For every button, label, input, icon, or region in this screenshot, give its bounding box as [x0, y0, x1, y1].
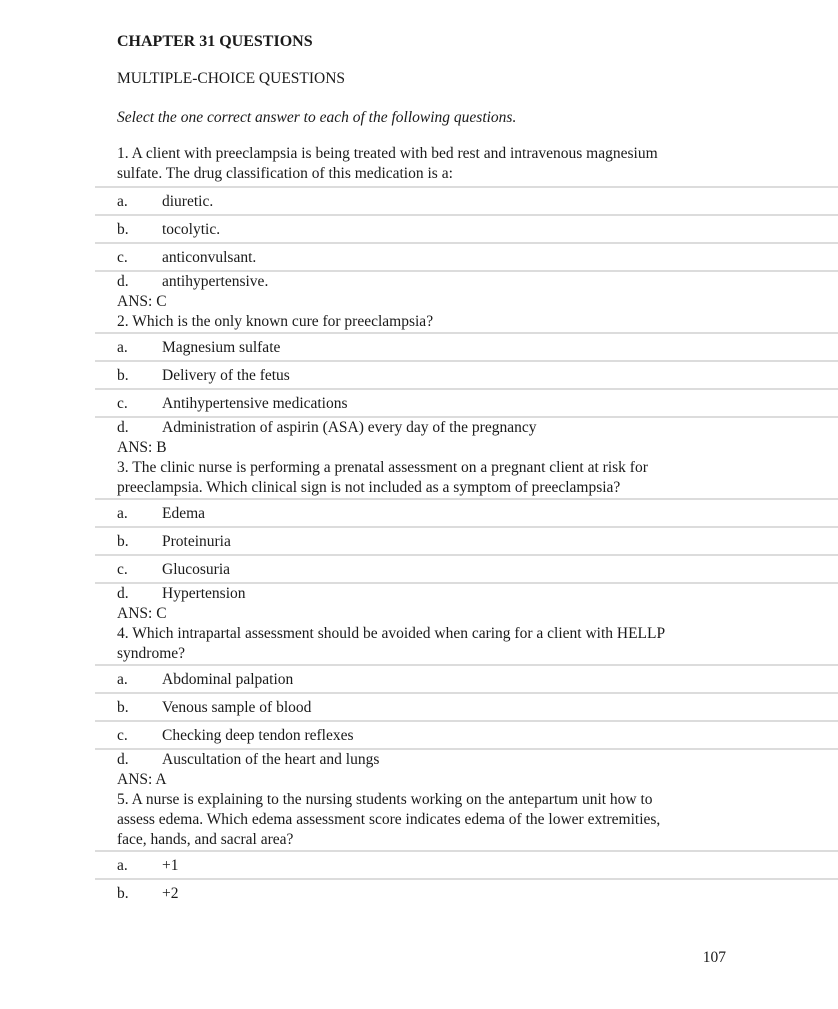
option-label: d. [117, 585, 129, 602]
option-label: c. [117, 727, 128, 744]
option-label: d. [117, 751, 129, 768]
table-row [95, 500, 838, 528]
page-number: 107 [702, 949, 726, 966]
question-line: 2. Which is the only known cure for preeclampsia? [117, 313, 434, 330]
chapter-title: CHAPTER 31 QUESTIONS [117, 33, 313, 50]
option-text: Antihypertensive medications [162, 395, 348, 412]
table-row [95, 852, 838, 880]
page-header [117, 0, 838, 128]
option-text: +2 [162, 885, 179, 902]
table-row [95, 362, 838, 390]
option-line [117, 750, 838, 770]
answer-line: ANS: C [117, 293, 167, 310]
option-line [117, 394, 838, 414]
option-label: c. [117, 249, 128, 266]
table-row [95, 334, 838, 362]
option-text: anticonvulsant. [162, 249, 257, 266]
option-text: Abdominal palpation [162, 671, 294, 688]
option-text: Delivery of the fetus [162, 367, 290, 384]
option-line [117, 338, 838, 358]
instruction-text: Select the one correct answer to each of the following questions. [117, 109, 517, 126]
question-line: preeclampsia. Which clinical sign is not included as a symptom of preeclampsia? [117, 479, 621, 496]
question-line: face, hands, and sacral area? [117, 831, 294, 848]
questions-table [95, 144, 838, 906]
option-label: b. [117, 885, 129, 902]
table-row [95, 584, 838, 666]
option-text: Magnesium sulfate [162, 339, 281, 356]
option-text: tocolytic. [162, 221, 221, 238]
table-row [95, 750, 838, 852]
answer-line: ANS: B [117, 439, 167, 456]
option-line [117, 418, 838, 438]
option-line [117, 532, 838, 552]
option-label: c. [117, 561, 128, 578]
table-row [95, 666, 838, 694]
option-label: d. [117, 273, 129, 290]
option-label: c. [117, 395, 128, 412]
option-line [117, 560, 838, 580]
question-line: assess edema. Which edema assessment score indicates edema of the lower extremities, [117, 811, 661, 828]
option-label: a. [117, 505, 128, 522]
question-line: 3. The clinic nurse is performing a prenatal assessment on a pregnant client at risk for [117, 459, 648, 476]
option-label: b. [117, 699, 129, 716]
option-text: +1 [162, 857, 179, 874]
option-line [117, 670, 838, 690]
option-text: Venous sample of blood [162, 699, 312, 716]
question-line: 1. A client with preeclampsia is being treated with bed rest and intravenous magnesium [117, 145, 658, 162]
table-row [95, 694, 838, 722]
option-label: b. [117, 221, 129, 238]
option-label: b. [117, 367, 129, 384]
option-line [117, 584, 838, 604]
answer-line: ANS: A [117, 771, 167, 788]
option-line [117, 248, 838, 268]
table-row [95, 722, 838, 750]
option-label: a. [117, 857, 128, 874]
table-row [95, 272, 838, 334]
option-line [117, 504, 838, 524]
question-line: sulfate. The drug classification of this medication is a: [117, 165, 453, 182]
table-row [95, 216, 838, 244]
option-line [117, 856, 838, 876]
option-line [117, 726, 838, 746]
table-row [95, 418, 838, 500]
option-text: Hypertension [162, 585, 246, 602]
option-line [117, 698, 838, 718]
table-row [95, 528, 838, 556]
option-label: a. [117, 193, 128, 210]
option-text: Checking deep tendon reflexes [162, 727, 354, 744]
option-label: a. [117, 339, 128, 356]
option-line [117, 366, 838, 386]
option-line [117, 192, 838, 212]
table-row [95, 144, 838, 188]
option-text: Edema [162, 505, 206, 522]
option-line [117, 272, 838, 292]
question-line: syndrome? [117, 645, 186, 662]
table-row [95, 556, 838, 584]
table-row [95, 188, 838, 216]
option-text: Glucosuria [162, 561, 231, 578]
answer-line: ANS: C [117, 605, 167, 622]
option-label: d. [117, 419, 129, 436]
option-text: Administration of aspirin (ASA) every day of the pregnancy [162, 419, 537, 436]
option-label: b. [117, 533, 129, 550]
table-row [95, 244, 838, 272]
option-line [117, 220, 838, 240]
option-line [117, 884, 838, 904]
question-line: 5. A nurse is explaining to the nursing students working on the antepartum unit how to [117, 791, 653, 808]
question-line: 4. Which intrapartal assessment should be avoided when caring for a client with HELLP [117, 625, 666, 642]
option-text: Auscultation of the heart and lungs [162, 751, 380, 768]
option-label: a. [117, 671, 128, 688]
table-row [95, 390, 838, 418]
option-text: diuretic. [162, 193, 214, 210]
option-text: antihypertensive. [162, 273, 269, 290]
table-row [95, 880, 838, 906]
section-title: MULTIPLE-CHOICE QUESTIONS [117, 70, 346, 87]
option-text: Proteinuria [162, 533, 231, 550]
